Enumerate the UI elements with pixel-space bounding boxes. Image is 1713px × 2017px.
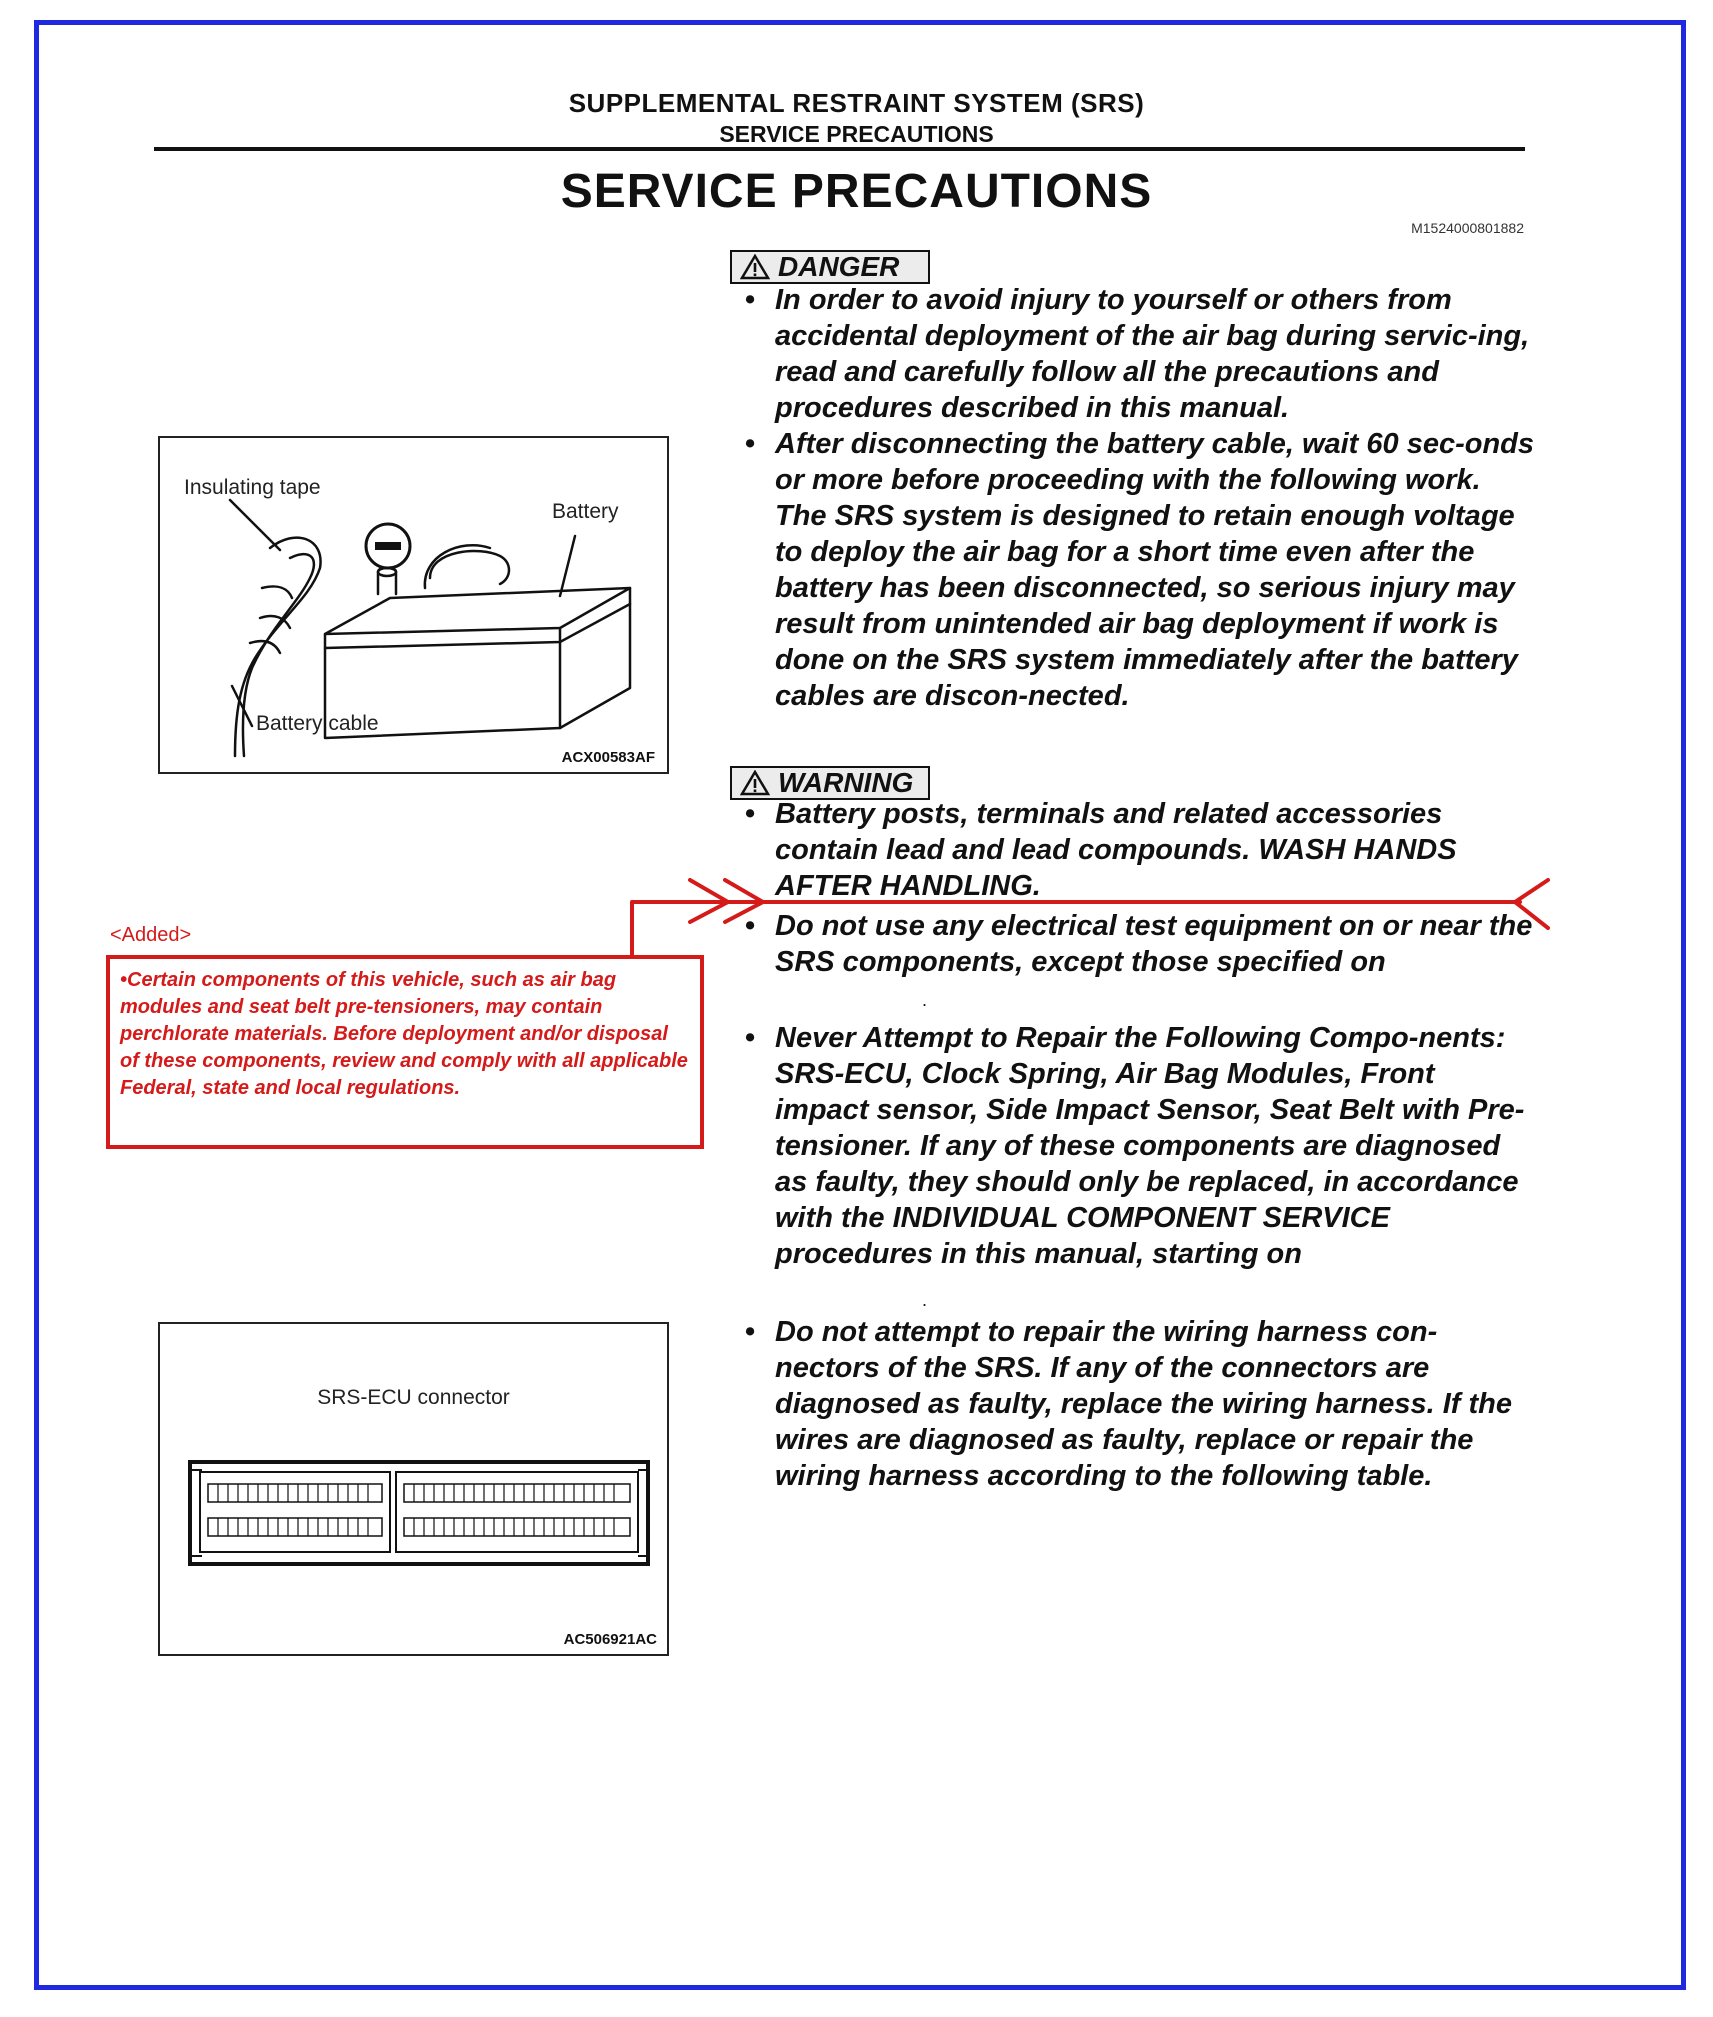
- page-title: SERVICE PRECAUTIONS: [560, 165, 1153, 218]
- page-ref-mark: .: [922, 1290, 928, 1310]
- figure-code: AC506921AC: [563, 1631, 657, 1648]
- page-ref-mark: .: [922, 990, 928, 1010]
- added-note-text: Certain components of this vehicle, such as air bag modules and seat belt pre-tensioners, may contain perchlorate materials. Before deployment and/or disposal of these components, review and comply with all applicable Federal, state and local regulations.: [120, 969, 688, 1099]
- section-subtitle: SERVICE PRECAUTIONS: [719, 121, 994, 147]
- connector-drawing: [160, 1324, 667, 1654]
- label-srs-ecu-connector: SRS-ECU connector: [317, 1386, 510, 1409]
- section-title: SUPPLEMENTAL RESTRAINT SYSTEM (SRS): [568, 88, 1145, 118]
- warning-label: WARNING: [778, 767, 914, 798]
- document-id: M1524000801882: [1411, 220, 1524, 236]
- warning-bullet-2: • Do not use any electrical test equipment on or near the SRS components, except those specified on: [745, 908, 1535, 980]
- connector-figure: [158, 1322, 669, 1656]
- added-note-box: •Certain components of this vehicle, such as air bag modules and seat belt pre-tensioners, may contain perchlorate materials. Before deployment and/or disposal of these components, review and comply with all applicable Federal, state and local regulations.: [106, 955, 704, 1149]
- label-battery: Battery: [552, 500, 619, 523]
- danger-bullet-1: • In order to avoid injury to yourself or others from accidental deployment of the air bag during servic-ing, read and carefully follow all the precautions and procedures described in this manual.: [745, 282, 1535, 426]
- danger-bullet-2: • After disconnecting the battery cable, wait 60 sec-onds or more before proceeding with the following work. The SRS system is designed to retain enough voltage to deploy the air bag for a short time even after the battery has been disconnected, so serious injury may result from unintended air bag deployment if work is done on the SRS system immediately after the battery cables are discon-nected.: [745, 426, 1535, 714]
- label-insulating-tape: Insulating tape: [184, 476, 321, 499]
- danger-label: DANGER: [778, 251, 900, 282]
- figure-code: ACX00583AF: [561, 749, 655, 766]
- warning-bullet-3: • Never Attempt to Repair the Following Compo-nents: SRS-ECU, Clock Spring, Air Bag Modules, Front impact sensor, Side Impact Sensor, Seat Belt with Pre-tensioner. If any of these components are diagnosed as faulty, they should only be replaced, in accordance with the INDIVIDUAL COMPONENT SERVICE procedures in this manual, starting on: [745, 1020, 1535, 1272]
- added-label: <Added>: [110, 924, 192, 946]
- warning-bullet-1: • Battery posts, terminals and related accessories contain lead and lead compounds. WASH HANDS AFTER HANDLING.: [745, 796, 1535, 904]
- warning-bullet-4: • Do not attempt to repair the wiring harness con-nectors of the SRS. If any of the connectors are diagnosed as faulty, replace the wiring harness. If the wires are diagnosed as faulty, replace or repair the wiring harness according to the following table.: [745, 1314, 1535, 1494]
- label-battery-cable: Battery cable: [256, 712, 379, 735]
